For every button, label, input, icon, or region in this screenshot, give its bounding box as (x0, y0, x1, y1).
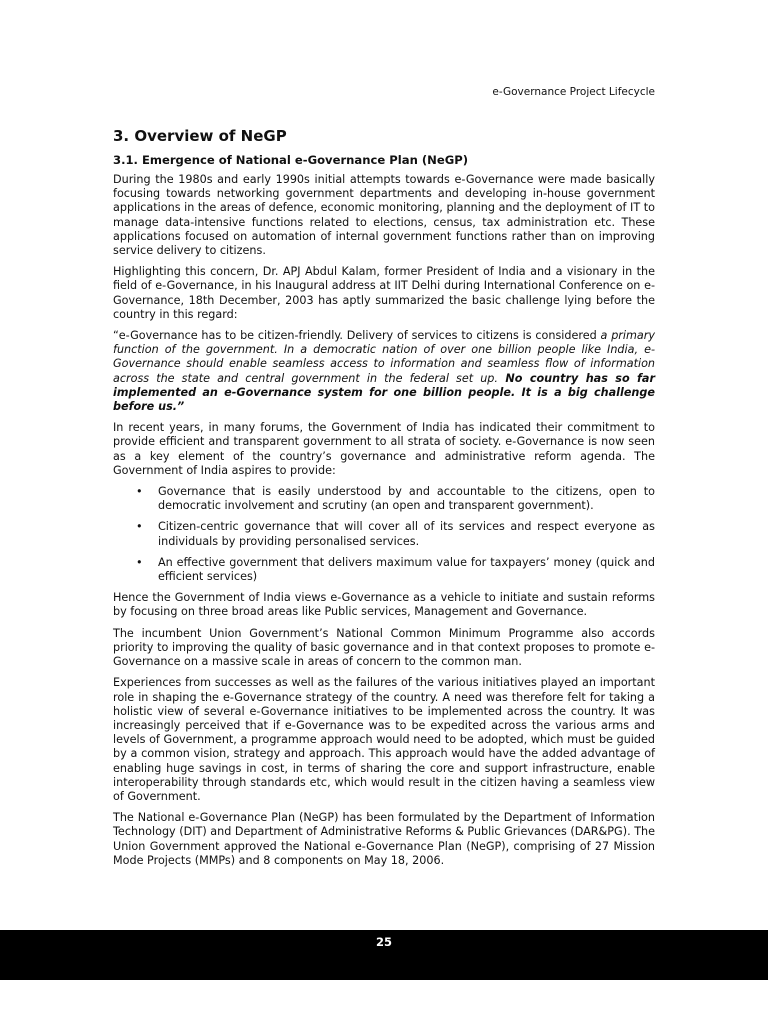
bullet-icon: • (136, 485, 143, 499)
list-item (136, 555, 655, 584)
paragraph-5: The incumbent Union Government’s National Common Minimum Programme also accords priority to improving the quality of basic governance and in that context proposes to promote e-Governance on a massive scale in areas of concern to the common man. (113, 626, 655, 669)
section-subtitle: 3.1. Emergence of National e-Governance Plan (NeGP) (113, 153, 469, 167)
section-title: 3. Overview of NeGP (113, 127, 287, 145)
paragraph-2: Highlighting this concern, Dr. APJ Abdul Kalam, former President of India and a visionary in the field of e-Governance, in his Inaugural address at IIT Delhi during International Conference on e-Governance, 18th December, 2003 has aptly summarized the basic challenge lying before the country in this regard: (113, 265, 655, 321)
paragraph-4: Hence the Government of India views e-Governance as a vehicle to initiate and sustain reforms by focusing on three broad areas like Public services, Management and Governance. (113, 591, 655, 619)
bullet-icon: • (136, 555, 143, 569)
paragraph-3: In recent years, in many forums, the Government of India has indicated their commitment to provide efficient and transparent government to all strata of society. e-Governance is now seen as a key element of the country’s governance and administrative reform agenda. The Government of India aspires to provide: (113, 421, 655, 477)
list-item-text: An effective government that delivers maximum value for taxpayers’ money (quick and efficient services) (158, 555, 655, 584)
quote-plain: “e-Governance has to be citizen-friendly. Delivery of services to citizens is considered (113, 329, 601, 343)
running-header: e-Governance Project Lifecycle (492, 86, 655, 98)
paragraph-7: The National e-Governance Plan (NeGP) has been formulated by the Department of Information Technology (DIT) and Department of Administrative Reforms & Public Grievances (DAR&PG). The Union Government approved the National e-Governance Plan (NeGP), comprising of 27 Mission Mode Projects (MMPs) and 8 components on May 18, 2006. (113, 811, 655, 867)
list-item (136, 520, 655, 548)
bullet-icon: • (136, 520, 143, 534)
kalam-quote (113, 329, 655, 414)
page-content (113, 126, 655, 875)
list-item-text: Governance that is easily understood by and accountable to the citizens, open to democratic involvement and scrutiny (an open and transparent government). (158, 485, 655, 513)
quote-italic: a primary function of the government. In a democratic nation of over one billion people like India, e-Governance should enable seamless access to information and seamless flow of information across the state and central government in the federal set up. (113, 329, 655, 385)
paragraph-6: Experiences from successes as well as the failures of the various initiatives played an important role in shaping the e-Governance strategy of the country. A need was therefore felt for taking a holistic view of several e-Governance initiatives to be implemented across the country. It was increasingly perceived that if e-Governance was to be expedited across the various arms and levels of Government, a programme approach would need to be adopted, which must be guided by a common vision, strategy and approach. This approach would have the added advantage of enabling huge savings in cost, in terms of sharing the core and support infrastructure, enable interoperability through standards etc, which would result in the citizen having a seamless view of Government. (113, 676, 655, 803)
quote-close: ” (177, 400, 185, 414)
page-number: 25 (375, 935, 392, 949)
quote-bold: No country has so far implemented an e-Governance system for one billion people. It is a big challenge before us. (113, 371, 655, 414)
list-item (136, 485, 655, 513)
list-item-text: Citizen-centric governance that will cover all of its services and respect everyone as individuals by providing personalised services. (158, 520, 655, 548)
paragraph-1: During the 1980s and early 1990s initial attempts towards e-Governance were made basically focusing towards networking government departments and developing in-house government applications in the areas of defence, economic monitoring, planning and the deployment of IT to manage data-intensive functions related to elections, census, tax administration etc. These applications focused on automation of internal government functions rather than on improving service delivery to citizens. (113, 173, 655, 258)
aspiration-list (113, 485, 655, 584)
